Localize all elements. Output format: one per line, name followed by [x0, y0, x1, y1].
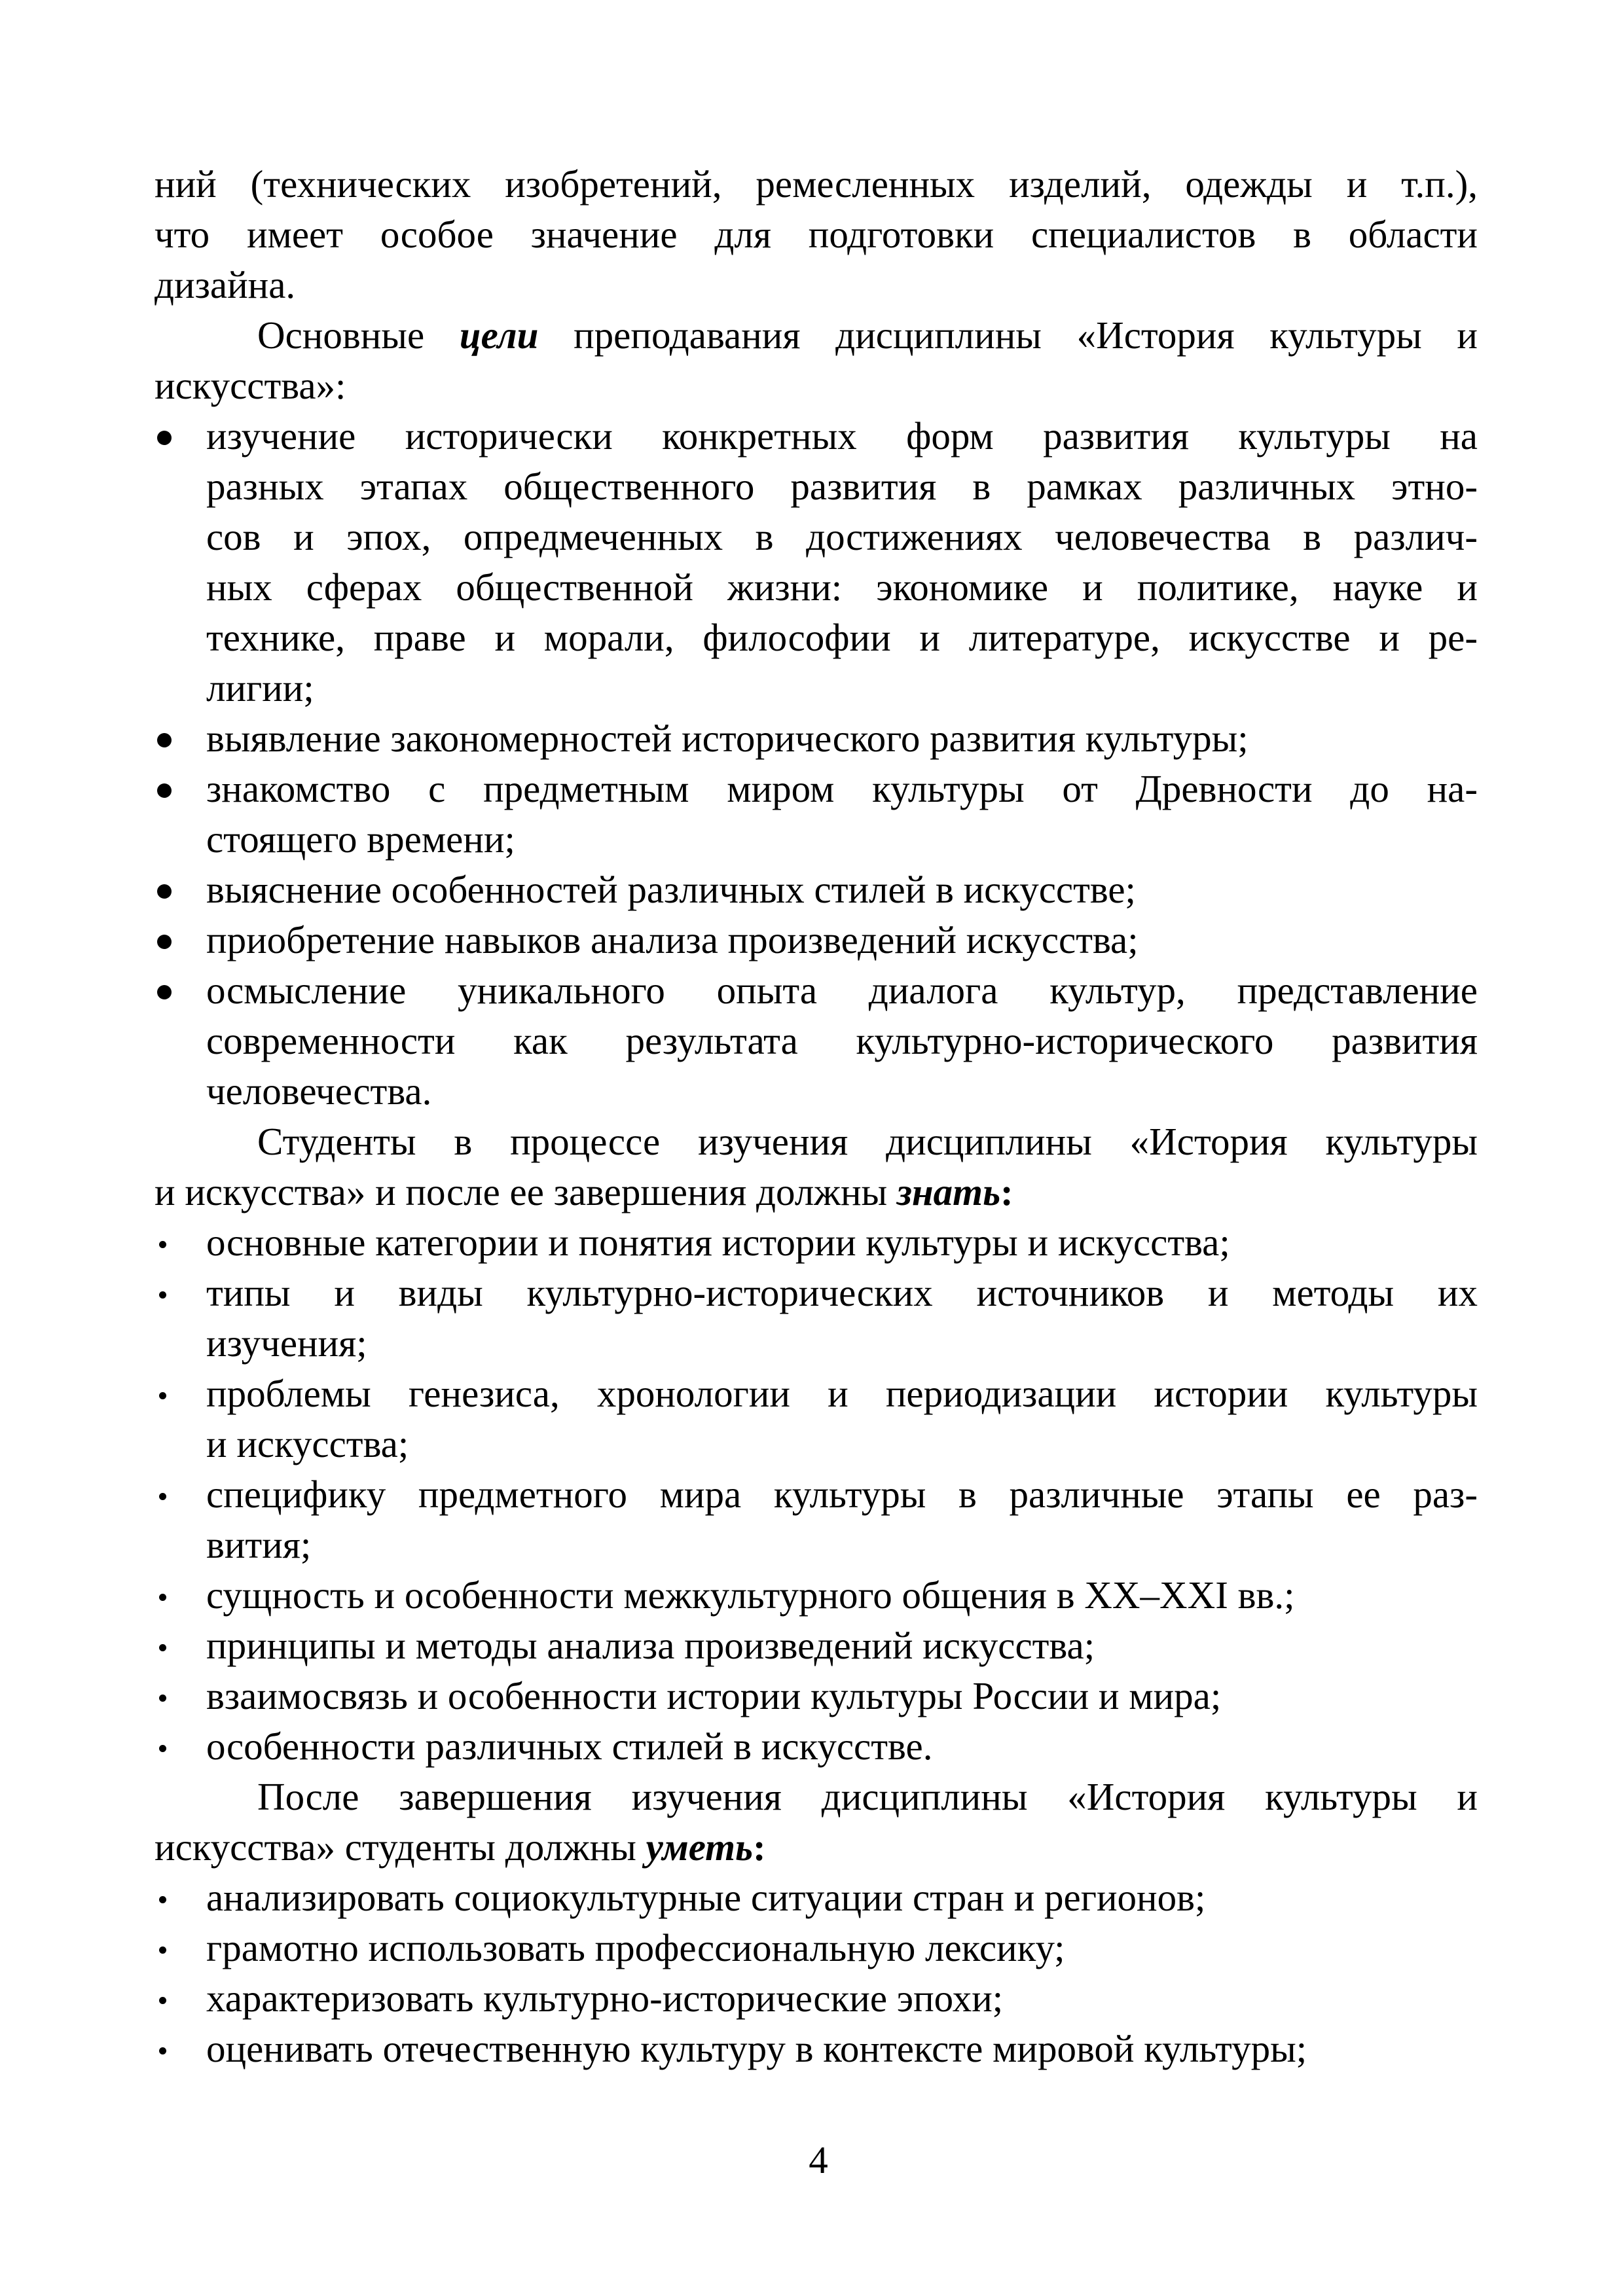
text-line [206, 1923, 1478, 1973]
bullet-icon [155, 713, 206, 764]
text-segment: искусства»: [155, 364, 346, 407]
text-segment: особенности различных стилей в искусстве. [206, 1725, 933, 1768]
list-item [155, 411, 1478, 713]
text-segment: Основные [257, 314, 460, 357]
paragraph [155, 159, 1478, 310]
text-segment: : [1000, 1170, 1013, 1213]
list-item [155, 1873, 1478, 1923]
list-item [155, 1923, 1478, 1973]
bullet-icon [155, 1923, 206, 1973]
list-item [155, 865, 1478, 915]
bullet-list [155, 411, 1478, 1117]
text-segment: стоящего времени; [206, 817, 515, 861]
list-item [155, 1469, 1478, 1570]
bullet-icon [155, 1217, 206, 1268]
text-line [206, 1621, 1478, 1671]
text-segment: человечества. [206, 1069, 432, 1113]
list-item [155, 713, 1478, 764]
bullet-list [155, 1217, 1478, 1772]
text-segment: сов и эпох, опредмеченных в достижениях человечества в различ- [206, 515, 1478, 558]
text-segment: приобретение навыков анализа произведений искусства; [206, 918, 1139, 961]
text-segment: современности как результата культурно-исторического развития [206, 1019, 1478, 1062]
text-segment: специфику предметного мира культуры в различные этапы ее раз- [206, 1473, 1478, 1516]
text-line [206, 1268, 1478, 1318]
text-line [155, 260, 1478, 310]
bullet-icon [155, 865, 206, 915]
text-segment: анализировать социокультурные ситуации стран и регионов; [206, 1876, 1206, 1919]
text-segment: Студенты в процессе изучения дисциплины «История культуры [257, 1120, 1478, 1163]
text-line [206, 1570, 1478, 1621]
text-line [206, 1671, 1478, 1721]
text-line [206, 1873, 1478, 1923]
text-line [206, 512, 1478, 562]
paragraph [155, 310, 1478, 411]
text-line [155, 361, 1478, 411]
text-segment: и искусства; [206, 1422, 409, 1465]
bullet-icon [155, 1721, 206, 1772]
text-line [206, 1369, 1478, 1419]
text-line [206, 814, 1478, 865]
bullet-icon [155, 1469, 206, 1520]
bullet-icon [155, 965, 206, 1016]
list-item [155, 1721, 1478, 1772]
list-item [155, 1621, 1478, 1671]
text-segment: ных сферах общественной жизни: экономике и политике, науке и [206, 565, 1478, 609]
text-segment: принципы и методы анализа произведений искусства; [206, 1624, 1095, 1667]
text-segment: осмысление уникального опыта диалога культур, представление [206, 969, 1478, 1012]
text-line [206, 1217, 1478, 1268]
paragraph [155, 1117, 1478, 1217]
text-segment: проблемы генезиса, хронологии и периодизации истории культуры [206, 1372, 1478, 1415]
text-segment: разных этапах общественного развития в рамках различных этно- [206, 465, 1478, 508]
bullet-icon [155, 1268, 206, 1318]
bullet-icon [155, 1621, 206, 1671]
text-segment: : [753, 1825, 766, 1869]
text-line [155, 1167, 1478, 1217]
text-line [206, 1066, 1478, 1117]
text-segment: изучения; [206, 1321, 367, 1365]
bullet-icon [155, 2024, 206, 2074]
text-segment: типы и виды культурно-исторических источников и методы их [206, 1271, 1478, 1314]
list-item [155, 1671, 1478, 1721]
bullet-icon [155, 1369, 206, 1419]
text-segment: лигии; [206, 666, 314, 709]
text-segment: основные категории и понятия истории культуры и искусства; [206, 1221, 1230, 1264]
list-item [155, 915, 1478, 965]
bullet-icon [155, 411, 206, 461]
text-line [206, 663, 1478, 713]
text-line [155, 209, 1478, 260]
page-number: 4 [809, 2138, 828, 2181]
text-segment: вития; [206, 1523, 312, 1566]
text-line [206, 764, 1478, 814]
text-line [206, 1419, 1478, 1469]
list-item [155, 1570, 1478, 1621]
list-item [155, 764, 1478, 865]
text-line [206, 965, 1478, 1016]
bullet-list [155, 1873, 1478, 2074]
text-line [206, 613, 1478, 663]
text-line [155, 1822, 1478, 1873]
emphasized-term: знать [896, 1170, 1001, 1213]
text-line [206, 562, 1478, 613]
text-segment: После завершения изучения дисциплины «История культуры и [257, 1775, 1478, 1818]
list-item [155, 965, 1478, 1117]
paragraph [155, 1772, 1478, 1873]
text-segment: грамотно использовать профессиональную лексику; [206, 1926, 1065, 1969]
text-segment: преподавания дисциплины «История культуры и [538, 314, 1478, 357]
list-item [155, 1973, 1478, 2024]
text-line [206, 713, 1478, 764]
text-segment: выяснение особенностей различных стилей в искусстве; [206, 868, 1136, 911]
list-item [155, 1369, 1478, 1469]
text-line [206, 2024, 1478, 2074]
text-segment: сущность и особенности межкультурного общения в XX–XXI вв.; [206, 1573, 1295, 1617]
text-line [206, 1469, 1478, 1520]
text-segment: выявление закономерностей исторического развития культуры; [206, 717, 1249, 760]
text-line [155, 1117, 1478, 1167]
text-line [155, 310, 1478, 361]
text-segment: искусства» студенты должны [155, 1825, 646, 1869]
text-line [206, 411, 1478, 461]
text-segment: оценивать отечественную культуру в контексте мировой культуры; [206, 2027, 1307, 2070]
text-segment: ний (технических изобретений, ремесленных изделий, одежды и т.п.), [155, 162, 1478, 206]
text-segment: изучение исторически конкретных форм развития культуры на [206, 414, 1478, 457]
document-body [155, 159, 1478, 2074]
text-line [206, 1973, 1478, 2024]
bullet-icon [155, 1973, 206, 2024]
text-line [155, 159, 1478, 209]
emphasized-term: цели [459, 314, 539, 357]
text-line [206, 1318, 1478, 1369]
text-segment: что имеет особое значение для подготовки специалистов в области [155, 213, 1478, 256]
bullet-icon [155, 1873, 206, 1923]
bullet-icon [155, 1570, 206, 1621]
text-line [206, 1721, 1478, 1772]
bullet-icon [155, 1671, 206, 1721]
text-segment: взаимосвязь и особенности истории культуры России и мира; [206, 1674, 1222, 1717]
text-segment: дизайна. [155, 263, 296, 306]
list-item [155, 1217, 1478, 1268]
bullet-icon [155, 915, 206, 965]
text-line [206, 1016, 1478, 1066]
text-segment: и искусства» и после ее завершения должны [155, 1170, 897, 1213]
text-segment: технике, праве и морали, философии и литературе, искусстве и ре- [206, 616, 1478, 659]
text-line [206, 865, 1478, 915]
text-line [206, 461, 1478, 512]
text-segment: характеризовать культурно-исторические эпохи; [206, 1977, 1004, 2020]
list-item [155, 1268, 1478, 1369]
text-line [206, 1520, 1478, 1570]
list-item [155, 2024, 1478, 2074]
emphasized-term: уметь [646, 1825, 754, 1869]
text-line [206, 915, 1478, 965]
bullet-icon [155, 764, 206, 814]
text-line [155, 1772, 1478, 1822]
text-segment: знакомство с предметным миром культуры от Древности до на- [206, 767, 1478, 810]
